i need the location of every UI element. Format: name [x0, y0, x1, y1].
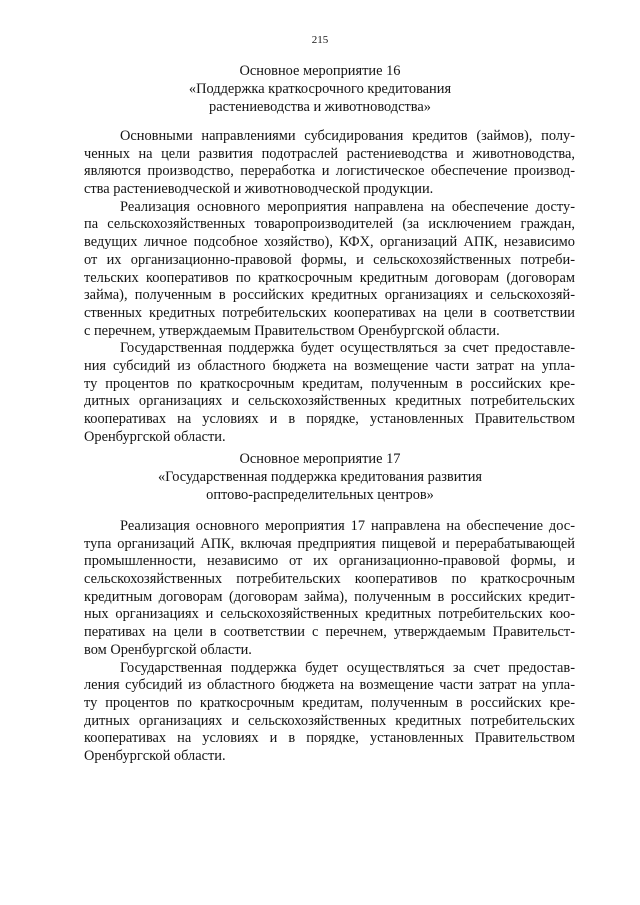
text-line: вом Оренбургской области. — [84, 641, 252, 658]
text-line: ту процентов по краткосрочным кредитам, полученным в российских кре- — [84, 375, 575, 392]
text-line: тупа организаций АПК, включая предприятия пищевой и перерабатывающей — [84, 535, 575, 552]
text-line: ту процентов по краткосрочным кредитам, полученным в российских кре- — [84, 694, 575, 711]
text-line: Государственная поддержка будет осуществляться за счет предостав- — [120, 659, 575, 676]
section-body-17 — [84, 518, 575, 766]
heading-line: Основное мероприятие 17 — [239, 451, 401, 467]
text-line: ния субсидий из областного бюджета на возмещение части затрат на упла- — [84, 357, 575, 374]
page-number: 215 — [311, 34, 329, 46]
text-line: дитных организациях и сельскохозяйственных кредитных потребительских — [84, 393, 575, 410]
heading-line: Основное мероприятие 16 — [239, 63, 401, 79]
text-line: ления субсидий из областного бюджета на возмещение части затрат на упла- — [84, 677, 575, 694]
paragraph — [84, 518, 575, 660]
text-line: промышленности, независимо от их организационно-правовой формы, и — [84, 553, 575, 570]
text-line: Государственная поддержка будет осуществляться за счет предоставле- — [120, 340, 575, 357]
section-body-16 — [84, 128, 575, 446]
text-line: кооперативах на условиях и в порядке, установленных Правительством — [84, 411, 575, 427]
text-line: сельскохозяйственных потребительских кооперативов по краткосрочным — [84, 571, 575, 588]
text-line: ственных кредитных потребительских кооперативах на цели в соответствии — [84, 304, 575, 321]
text-line: ведущих личное подсобное хозяйство), КФХ, организаций АПК, независимо — [84, 234, 575, 251]
text-line: ченных на цели развития подотраслей растениеводства и животноводства, — [84, 145, 575, 162]
text-line: от их организационно-правовой формы, и сельскохозяйственных потреби- — [84, 251, 575, 268]
text-line: займа), полученным в российских кредитных организациях и сельскохозяй- — [84, 287, 575, 304]
text-line: перативах на цели в соответствии с перечнем, утверждаемым Правительст- — [84, 624, 575, 641]
paragraph — [84, 660, 575, 766]
heading-line: оптово-распределительных центров» — [206, 487, 434, 503]
text-line: Реализация основного мероприятия 17 направлена на обеспечение дос- — [120, 518, 575, 534]
text-line: Реализация основного мероприятия направлена на обеспечение досту- — [120, 198, 575, 215]
heading-line: «Государственная поддержка кредитования развития — [157, 469, 483, 485]
text-line: кредитным договорам (договорам займа), полученным в российских кредит- — [84, 588, 575, 605]
text-line: являются производство, переработка и логистическое обеспечение производ- — [84, 163, 575, 180]
paragraph — [84, 128, 575, 199]
section-heading-17 — [0, 450, 640, 504]
heading-line: растениеводства и животноводства» — [209, 99, 431, 115]
text-line: ства растениеводческой и животноводческой продукции. — [84, 181, 434, 198]
text-line: Оренбургской области. — [84, 428, 226, 445]
text-line: тельских кооперативов по краткосрочным кредитным договорам (договорам — [84, 269, 575, 286]
text-line: дитных организациях и сельскохозяйственных кредитных потребительских — [84, 712, 575, 729]
paragraph — [84, 340, 575, 446]
text-line: па сельскохозяйственных товаропроизводителей (за исключением граждан, — [84, 216, 575, 233]
text-line: Основными направлениями субсидирования кредитов (займов), полу- — [120, 128, 575, 144]
text-line: ных организациях и сельскохозяйственных кредитных потребительских коо- — [84, 606, 575, 623]
paragraph — [84, 199, 575, 341]
heading-line: «Поддержка краткосрочного кредитования — [188, 81, 452, 97]
text-line: с перечнем, утверждаемым Правительством Оренбургской области. — [84, 322, 500, 339]
text-line: кооперативах на условиях и в порядке, установленных Правительством — [84, 730, 575, 747]
section-heading-16 — [0, 62, 640, 116]
text-line: Оренбургской области. — [84, 747, 226, 764]
